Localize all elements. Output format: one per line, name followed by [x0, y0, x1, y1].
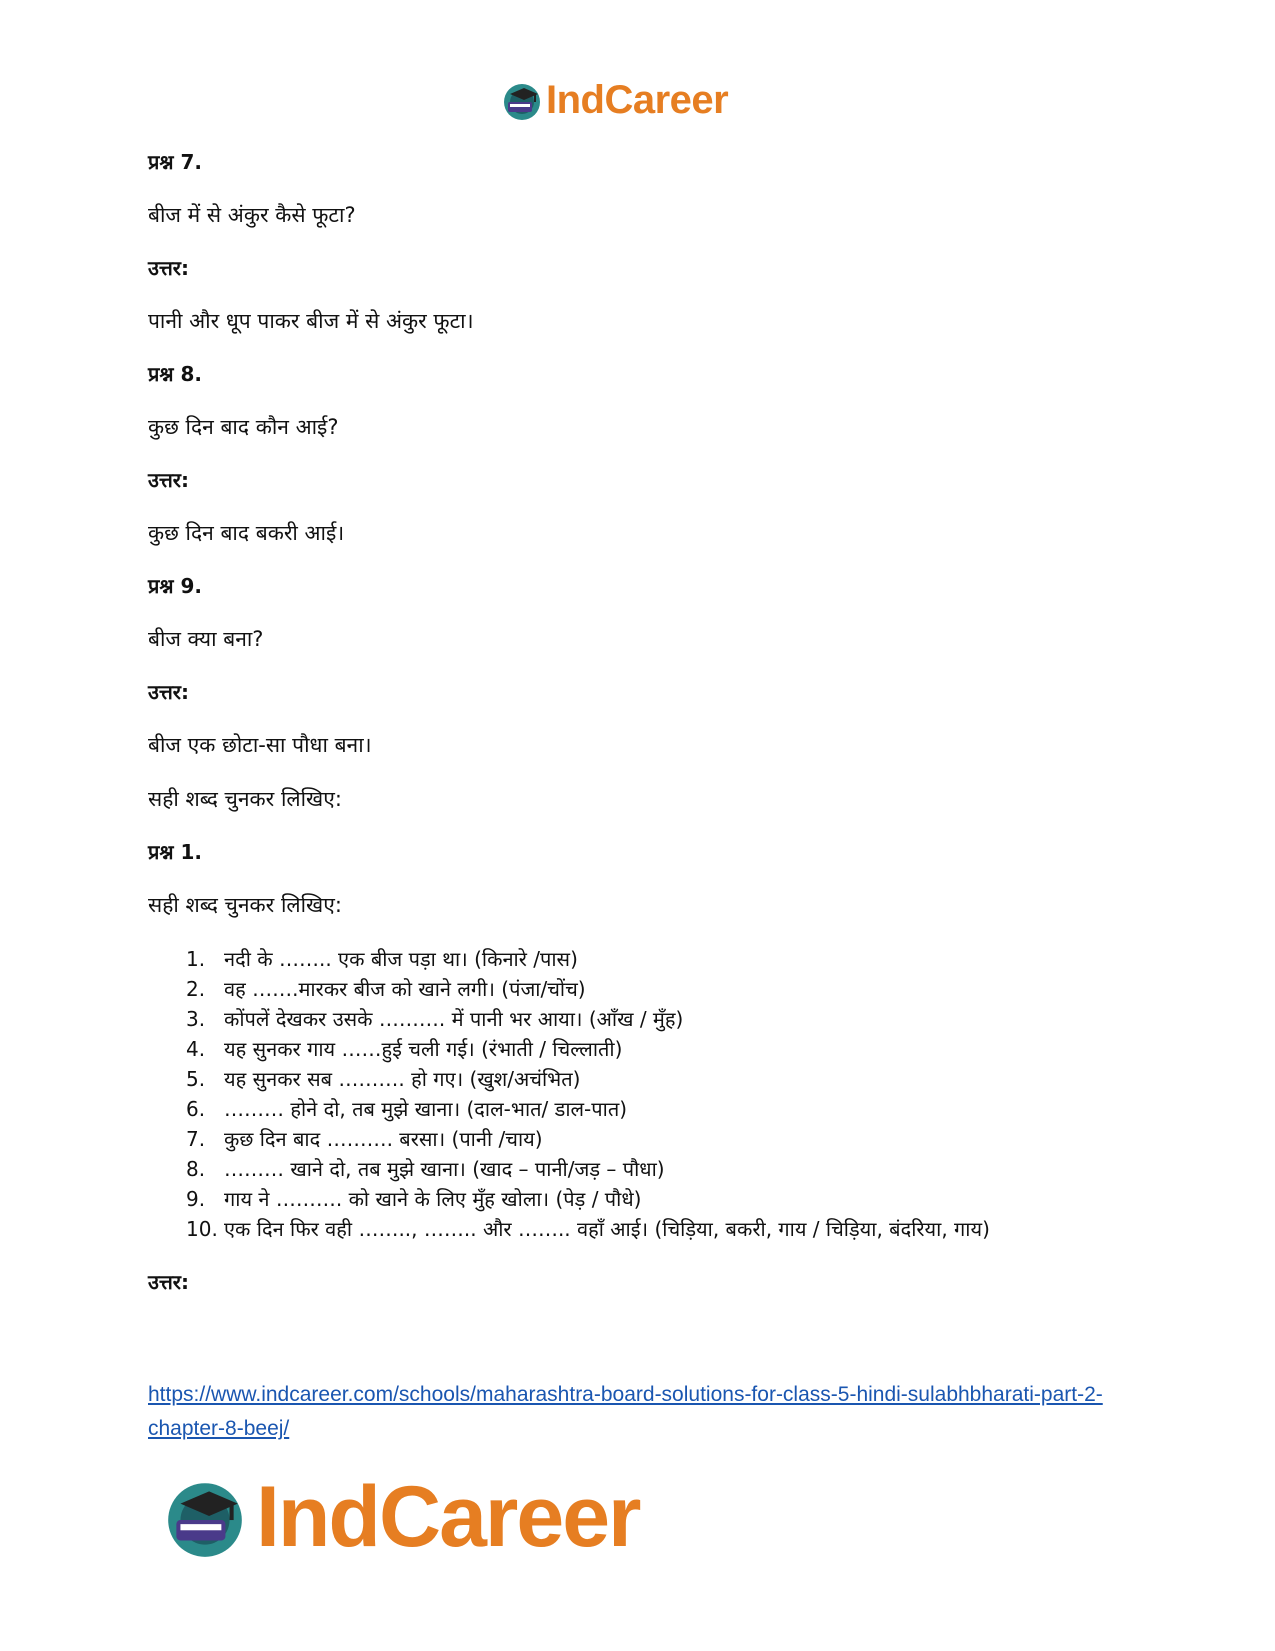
- list-item: [148, 1094, 1148, 1124]
- list-item-number: 10.: [186, 1217, 218, 1241]
- graduation-book-icon: [160, 1475, 250, 1561]
- list-item-number: 4.: [186, 1037, 206, 1061]
- list-item-text: एक दिन फिर वही …….., …….. और …….. वहाँ आई। (चिड़िया, बकरी, गाय / चिड़िया, बंदरिया, गाय): [224, 1217, 990, 1241]
- list-item-number: 7.: [186, 1127, 206, 1151]
- list-item: [148, 944, 1148, 974]
- answer-label: उत्तर:: [148, 468, 189, 492]
- list-item: [148, 1154, 1148, 1184]
- header-logo: [500, 78, 728, 123]
- answer-label: उत्तर:: [148, 256, 189, 280]
- question-label: प्रश्न 7.: [148, 150, 202, 174]
- list-item: [148, 1064, 1148, 1094]
- question-block-8: [148, 360, 1148, 548]
- list-item-number: 3.: [186, 1007, 206, 1031]
- question-label: प्रश्न 8.: [148, 362, 202, 386]
- list-item-text: कोंपलें देखकर उसके ………. में पानी भर आया। (आँख / मुँह): [224, 1007, 684, 1031]
- answer-text: पानी और धूप पाकर बीज में से अंकुर फूटा।: [148, 309, 474, 333]
- list-item-number: 1.: [186, 947, 206, 971]
- question-block-9: [148, 572, 1148, 760]
- document-body: [148, 148, 1148, 1320]
- list-item-text: कुछ दिन बाद ………. बरसा। (पानी /चाय): [224, 1127, 543, 1151]
- question-text: बीज क्या बना?: [148, 627, 264, 651]
- answer-text: कुछ दिन बाद बकरी आई।: [148, 521, 345, 545]
- list-item-number: 5.: [186, 1067, 206, 1091]
- list-item-text: यह सुनकर सब ………. हो गए। (खुश/अचंभित): [224, 1067, 581, 1091]
- question-block-7: [148, 148, 1148, 336]
- list-item-number: 8.: [186, 1157, 206, 1181]
- question-label: प्रश्न 9.: [148, 574, 202, 598]
- list-item-number: 2.: [186, 977, 206, 1001]
- graduation-book-icon: [500, 80, 544, 122]
- list-item-text: नदी के …….. एक बीज पड़ा था। (किनारे /पास): [224, 947, 578, 971]
- footer-logo: [160, 1468, 640, 1567]
- header-logo-text: IndCareer: [546, 78, 729, 122]
- question-text: बीज में से अंकुर कैसे फूटा?: [148, 203, 356, 227]
- section-heading: सही शब्द चुनकर लिखिए:: [148, 787, 342, 811]
- list-item: [148, 1184, 1148, 1214]
- list-item-number: 6.: [186, 1097, 206, 1121]
- list-item: [148, 974, 1148, 1004]
- list-item-number: 9.: [186, 1187, 206, 1211]
- list-item-text: ……… होने दो, तब मुझे खाना। (दाल-भात/ डाल-पात): [224, 1097, 628, 1121]
- list-item-text: यह सुनकर गाय ……हुई चली गई। (रंभाती / चिल्लाती): [224, 1037, 623, 1061]
- list-item-text: गाय ने ………. को खाने के लिए मुँह खोला। (पेड़ / पौधे): [224, 1187, 642, 1211]
- section-question-label: प्रश्न 1.: [148, 840, 202, 864]
- list-item: [148, 1004, 1148, 1034]
- answer-text: बीज एक छोटा-सा पौधा बना।: [148, 733, 372, 757]
- source-link[interactable]: https://www.indcareer.com/schools/maharashtra-board-solutions-for-class-5-hindi-sulabhbharati-part-2-chapter-8-beej/: [148, 1383, 1103, 1440]
- list-item: [148, 1214, 1148, 1244]
- list-item: [148, 1124, 1148, 1154]
- fill-in-blanks-list: [148, 944, 1148, 1244]
- answer-label: उत्तर:: [148, 680, 189, 704]
- section-answer-label: उत्तर:: [148, 1270, 189, 1294]
- list-item-text: ……… खाने दो, तब मुझे खाना। (खाद – पानी/जड़ – पौधा): [224, 1157, 665, 1181]
- section-instruction: सही शब्द चुनकर लिखिए:: [148, 893, 342, 917]
- footer-logo-text: IndCareer: [256, 1469, 640, 1565]
- list-item-text: वह …….मारकर बीज को खाने लगी। (पंजा/चोंच): [224, 977, 586, 1001]
- list-item: [148, 1034, 1148, 1064]
- question-text: कुछ दिन बाद कौन आई?: [148, 415, 339, 439]
